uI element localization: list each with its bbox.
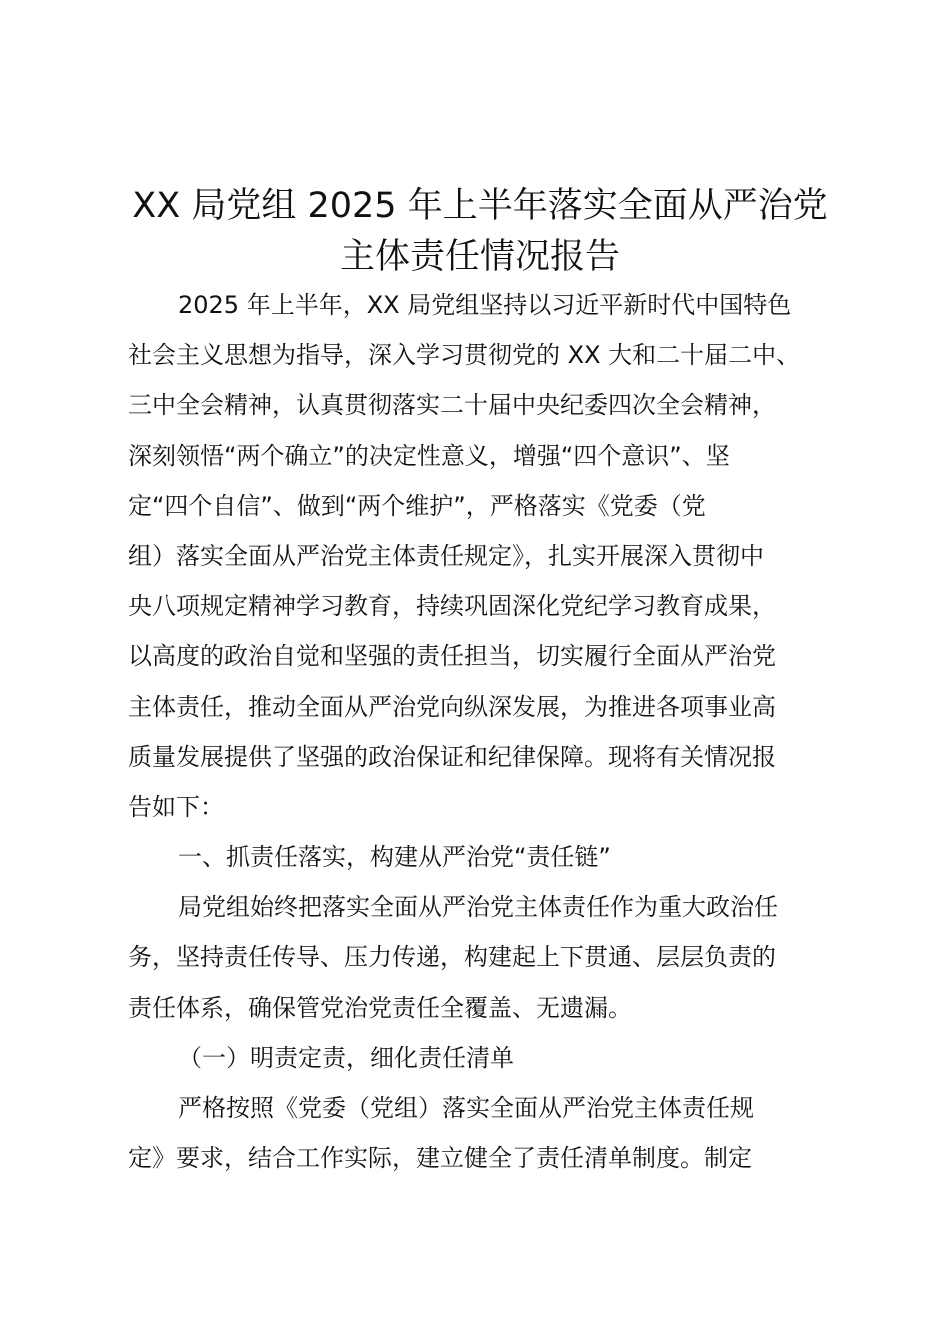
paragraph-intro-line-11: 告如下： [128, 792, 224, 821]
paragraph-intro-line-8: 以高度的政治自觉和坚强的责任担当，切实履行全面从严治党 [128, 642, 776, 671]
paragraph-intro-line-5: 定“四个自信”、做到“两个维护”，严格落实《党委（党 [128, 491, 706, 520]
paragraph-subsection-1-line-2: 定》要求，结合工作实际，建立健全了责任清单制度。制定 [128, 1144, 752, 1173]
paragraph-intro-line-1: 2025 年上半年，XX 局党组坚持以习近平新时代中国特色 [178, 291, 792, 319]
document-title-line-2: 主体责任情况报告 [339, 237, 620, 277]
paragraph-intro-line-2: 社会主义思想为指导，深入学习贯彻党的 XX 大和二十届二中、 [128, 341, 801, 370]
paragraph-intro-line-7: 央八项规定精神学习教育，持续巩固深化党纪学习教育成果， [128, 592, 776, 621]
document-title-line-1: XX 局党组 2025 年上半年落实全面从严治党 [132, 186, 828, 226]
paragraph-intro-line-4: 深刻领悟“两个确立”的决定性意义，增强“四个意识”、坚 [128, 441, 730, 470]
paragraph-intro-line-9: 主体责任，推动全面从严治党向纵深发展，为推进各项事业高 [128, 692, 776, 721]
paragraph-subsection-1-line-1: 严格按照《党委（党组）落实全面从严治党主体责任规 [178, 1094, 754, 1122]
paragraph-intro-line-6: 组）落实全面从严治党主体责任规定》，扎实开展深入贯彻中 [128, 541, 764, 570]
paragraph-section-1-line-3: 责任体系，确保管党治党责任全覆盖、无遗漏。 [128, 993, 632, 1022]
paragraph-section-1-line-2: 务，坚持责任传导、压力传递，构建起上下贯通、层层负责的 [128, 943, 776, 972]
paragraph-intro-line-3: 三中全会精神，认真贯彻落实二十届中央纪委四次全会精神， [128, 391, 776, 420]
paragraph-section-1-line-1: 局党组始终把落实全面从严治党主体责任作为重大政治任 [178, 893, 778, 922]
subsection-heading-1: （一）明责定责，细化责任清单 [178, 1043, 514, 1072]
document-body [128, 280, 848, 1183]
section-heading-1: 一、抓责任落实，构建从严治党“责任链” [178, 843, 611, 872]
paragraph-intro-line-10: 质量发展提供了坚强的政治保证和纪律保障。现将有关情况报 [128, 742, 776, 771]
